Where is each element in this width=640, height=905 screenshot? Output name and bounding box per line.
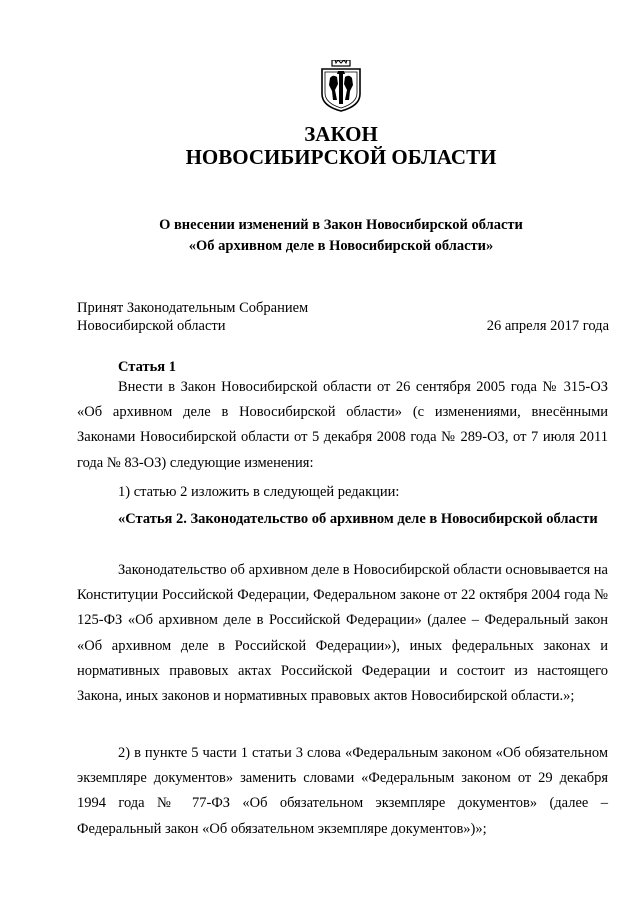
subtitle-line1: О внесении изменений в Закон Новосибирской области	[159, 217, 523, 233]
item-1	[77, 480, 608, 505]
item-1-text: 1) статью 2 изложить в следующей редакции:	[118, 484, 400, 500]
adoption-date: 26 апреля 2017 года	[486, 318, 609, 334]
quoted-article-heading-text: «Статья 2. Законодательство об архивном деле в Новосибирской области	[118, 511, 598, 527]
article-1-intro	[77, 375, 608, 476]
quoted-article-body	[77, 558, 608, 709]
quoted-article-body-text: Законодательство об архивном деле в Новосибирской области основывается на Конституции Российской Федерации, Федеральном законе от 22 октября 2004 года № 125-ФЗ «Об архивном деле в Российской Федерации» (далее – Федеральный закон «Об архивном деле в Российской Федерации»), иных федеральных законах и нормативных правовых актах Российской Федерации и состоит из настоящего Закона, иных законов и нормативных правовых актов Новосибирской области.»;	[77, 562, 608, 705]
article-1-intro-text: Внести в Закон Новосибирской области от 26 сентября 2005 года № 315-ОЗ «Об архивном деле в Новосибирской области» (с изменениями, внесёнными Законами Новосибирской области от 5 декабря 2008 года № 289-ОЗ, от 7 июля 2011 года № 83-ОЗ) следующие изменения:	[77, 379, 608, 471]
law-title-line1: ЗАКОН	[304, 122, 378, 146]
coat-of-arms-icon	[318, 60, 364, 112]
item-2-text: 2) в пункте 5 части 1 статьи 3 слова «Федеральным законом «Об обязательном экземпляре документов» заменить словами «Федеральным законом от 29 декабря 1994 года № 77-ФЗ «Об обязательном экземпляре документов» (далее – Федеральный закон «Об обязательном экземпляре документов»)»;	[77, 745, 608, 837]
quoted-article-heading	[77, 507, 608, 532]
item-2	[77, 741, 608, 842]
law-title-line2: НОВОСИБИРСКОЙ ОБЛАСТИ	[185, 145, 497, 169]
article-1-heading: Статья 1	[118, 359, 176, 375]
subtitle-line2: «Об архивном деле в Новосибирской области»	[188, 238, 494, 254]
adopted-by-line1: Принят Законодательным Собранием	[77, 300, 309, 316]
adopted-by-line2: Новосибирской области	[77, 318, 226, 334]
